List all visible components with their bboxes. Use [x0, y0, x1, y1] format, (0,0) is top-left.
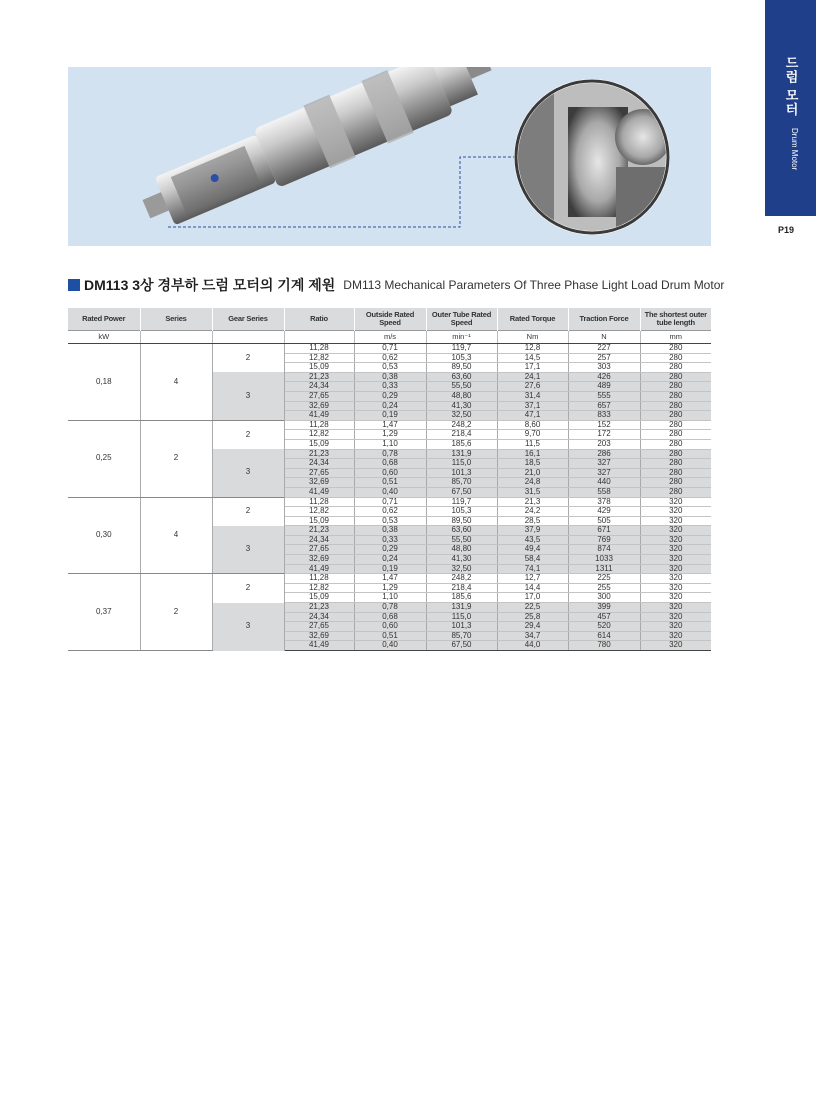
cell-outside-speed: 1,29 [354, 583, 426, 593]
cell-tube-speed: 55,50 [426, 382, 497, 392]
cell-tube-speed: 41,30 [426, 401, 497, 411]
cell-outside-speed: 0,40 [354, 641, 426, 651]
cell-tube-length: 320 [640, 497, 711, 507]
cell-rated-torque: 29,4 [497, 622, 568, 632]
cell-rated-torque: 28,5 [497, 516, 568, 526]
cell-tube-speed: 131,9 [426, 603, 497, 613]
cell-tube-length: 320 [640, 535, 711, 545]
cell-tube-length: 280 [640, 353, 711, 363]
cell-outside-speed: 0,19 [354, 411, 426, 421]
cell-tube-speed: 131,9 [426, 449, 497, 459]
section-title [68, 276, 724, 294]
cell-tube-length: 320 [640, 612, 711, 622]
cell-ratio: 11,28 [284, 497, 354, 507]
cell-ratio: 27,65 [284, 545, 354, 555]
cell-outside-speed: 0,68 [354, 459, 426, 469]
cell-outside-speed: 1,10 [354, 439, 426, 449]
cell-ratio: 21,23 [284, 449, 354, 459]
cell-traction-force: 614 [568, 631, 640, 641]
cell-rated-torque: 43,5 [497, 535, 568, 545]
cell-tube-speed: 115,0 [426, 459, 497, 469]
cell-ratio: 27,65 [284, 622, 354, 632]
cell-tube-length: 320 [640, 574, 711, 584]
cell-traction-force: 1311 [568, 564, 640, 574]
section-title-korean: DM113 3상 경부하 드럼 모터의 기계 제원 [84, 277, 336, 293]
header-series: Series [140, 308, 212, 331]
cell-traction-force: 152 [568, 420, 640, 430]
cell-ratio: 32,69 [284, 555, 354, 565]
cell-gear-series: 3 [212, 449, 284, 497]
cell-traction-force: 227 [568, 344, 640, 354]
side-tab-title: 드럼 모터 [783, 56, 799, 117]
cell-tube-length: 280 [640, 487, 711, 497]
cell-tube-length: 320 [640, 641, 711, 651]
cell-traction-force: 286 [568, 449, 640, 459]
cell-outside-speed: 0,33 [354, 382, 426, 392]
cell-tube-speed: 48,80 [426, 391, 497, 401]
cell-traction-force: 172 [568, 430, 640, 440]
cell-tube-length: 280 [640, 459, 711, 469]
side-chapter-tab [765, 0, 816, 214]
cell-ratio: 12,82 [284, 353, 354, 363]
unit-shortest-tube-length: mm [640, 331, 711, 344]
cell-ratio: 15,09 [284, 593, 354, 603]
cell-rated-torque: 37,9 [497, 526, 568, 536]
cell-tube-length: 280 [640, 439, 711, 449]
section-title-english: DM113 Mechanical Parameters Of Three Phase Light Load Drum Motor [343, 278, 725, 292]
cell-tube-speed: 48,80 [426, 545, 497, 555]
cell-tube-speed: 115,0 [426, 612, 497, 622]
cell-ratio: 32,69 [284, 631, 354, 641]
cell-ratio: 21,23 [284, 526, 354, 536]
cell-tube-speed: 63,60 [426, 526, 497, 536]
cell-rated-torque: 22,5 [497, 603, 568, 613]
cell-rated-torque: 12,8 [497, 344, 568, 354]
cell-tube-length: 320 [640, 507, 711, 517]
cell-ratio: 21,23 [284, 603, 354, 613]
cell-series: 4 [140, 497, 212, 574]
cell-traction-force: 257 [568, 353, 640, 363]
cell-outside-speed: 0,53 [354, 516, 426, 526]
cell-outside-speed: 1,47 [354, 574, 426, 584]
cell-tube-length: 280 [640, 344, 711, 354]
table-row [68, 344, 711, 354]
cell-traction-force: 378 [568, 497, 640, 507]
cell-outside-speed: 1,29 [354, 430, 426, 440]
cell-traction-force: 780 [568, 641, 640, 651]
cell-tube-speed: 105,3 [426, 353, 497, 363]
header-outside-rated-speed: Outside Rated Speed [354, 308, 426, 331]
cell-tube-length: 320 [640, 583, 711, 593]
cell-tube-length: 280 [640, 382, 711, 392]
cell-rated-power: 0,18 [68, 344, 140, 421]
cell-traction-force: 429 [568, 507, 640, 517]
cell-rated-torque: 49,4 [497, 545, 568, 555]
cell-outside-speed: 0,51 [354, 478, 426, 488]
cell-series: 4 [140, 344, 212, 421]
product-image-panel [68, 67, 711, 246]
cell-outside-speed: 0,78 [354, 449, 426, 459]
unit-traction-force: N [568, 331, 640, 344]
cell-traction-force: 327 [568, 459, 640, 469]
cell-tube-length: 320 [640, 603, 711, 613]
cell-ratio: 15,09 [284, 439, 354, 449]
cell-tube-speed: 248,2 [426, 574, 497, 584]
cell-rated-torque: 21,0 [497, 468, 568, 478]
cell-outside-speed: 0,29 [354, 545, 426, 555]
cell-rated-torque: 17,0 [497, 593, 568, 603]
header-gear-series: Gear Series [212, 308, 284, 331]
cell-traction-force: 489 [568, 382, 640, 392]
cell-rated-torque: 14,4 [497, 583, 568, 593]
cell-outside-speed: 0,38 [354, 526, 426, 536]
cell-tube-speed: 248,2 [426, 420, 497, 430]
mechanical-parameters-table [68, 308, 711, 651]
cell-outside-speed: 0,33 [354, 535, 426, 545]
cell-tube-speed: 85,70 [426, 478, 497, 488]
cell-rated-torque: 24,1 [497, 372, 568, 382]
cell-tube-speed: 101,3 [426, 468, 497, 478]
unit-rated-torque: Nm [497, 331, 568, 344]
cell-rated-torque: 34,7 [497, 631, 568, 641]
cell-rated-torque: 11,5 [497, 439, 568, 449]
cell-ratio: 27,65 [284, 468, 354, 478]
header-outer-tube-rated-speed: Outer Tube Rated Speed [426, 308, 497, 331]
cell-ratio: 32,69 [284, 401, 354, 411]
cell-tube-speed: 105,3 [426, 507, 497, 517]
unit-rated-power: kW [68, 331, 140, 344]
cell-ratio: 15,09 [284, 363, 354, 373]
cell-outside-speed: 0,51 [354, 631, 426, 641]
cell-tube-length: 280 [640, 401, 711, 411]
cell-tube-speed: 89,50 [426, 363, 497, 373]
unit-ratio [284, 331, 354, 344]
unit-outside-rated-speed: m/s [354, 331, 426, 344]
side-tab-underline [765, 214, 816, 216]
cell-tube-speed: 85,70 [426, 631, 497, 641]
cell-tube-speed: 67,50 [426, 641, 497, 651]
cell-traction-force: 874 [568, 545, 640, 555]
cell-rated-torque: 24,8 [497, 478, 568, 488]
cell-tube-length: 320 [640, 555, 711, 565]
cell-ratio: 12,82 [284, 583, 354, 593]
cell-rated-torque: 44,0 [497, 641, 568, 651]
cell-traction-force: 1033 [568, 555, 640, 565]
unit-gear-series [212, 331, 284, 344]
cell-ratio: 32,69 [284, 478, 354, 488]
cell-gear-series: 2 [212, 420, 284, 449]
cell-ratio: 11,28 [284, 344, 354, 354]
cell-outside-speed: 0,19 [354, 564, 426, 574]
cell-tube-length: 320 [640, 631, 711, 641]
cell-outside-speed: 0,38 [354, 372, 426, 382]
table-row [68, 574, 711, 584]
cell-gear-series: 3 [212, 372, 284, 420]
cell-rated-torque: 47,1 [497, 411, 568, 421]
cell-rated-torque: 58,4 [497, 555, 568, 565]
cell-rated-torque: 31,5 [497, 487, 568, 497]
cell-rated-torque: 14,5 [497, 353, 568, 363]
cell-gear-series: 3 [212, 526, 284, 574]
cell-ratio: 24,34 [284, 459, 354, 469]
cell-traction-force: 255 [568, 583, 640, 593]
unit-outer-tube-rated-speed: min⁻¹ [426, 331, 497, 344]
table-units-row [68, 331, 711, 344]
cell-tube-length: 320 [640, 622, 711, 632]
cell-outside-speed: 0,53 [354, 363, 426, 373]
cell-traction-force: 203 [568, 439, 640, 449]
side-tab-subtitle: Drum Motor [790, 128, 799, 171]
cell-traction-force: 303 [568, 363, 640, 373]
cell-outside-speed: 0,60 [354, 468, 426, 478]
cell-rated-torque: 31,4 [497, 391, 568, 401]
cell-ratio: 41,49 [284, 411, 354, 421]
cell-tube-speed: 218,4 [426, 583, 497, 593]
cell-tube-length: 320 [640, 564, 711, 574]
cell-ratio: 41,49 [284, 487, 354, 497]
cell-gear-series: 2 [212, 574, 284, 603]
cell-tube-speed: 32,50 [426, 564, 497, 574]
cell-gear-series: 2 [212, 497, 284, 526]
cell-ratio: 12,82 [284, 507, 354, 517]
cell-ratio: 12,82 [284, 430, 354, 440]
cell-rated-torque: 16,1 [497, 449, 568, 459]
cell-gear-series: 3 [212, 603, 284, 651]
header-rated-torque: Rated Torque [497, 308, 568, 331]
cell-tube-length: 280 [640, 430, 711, 440]
header-ratio: Ratio [284, 308, 354, 331]
cell-series: 2 [140, 420, 212, 497]
cell-traction-force: 657 [568, 401, 640, 411]
cell-outside-speed: 0,78 [354, 603, 426, 613]
cell-outside-speed: 0,29 [354, 391, 426, 401]
cell-rated-torque: 74,1 [497, 564, 568, 574]
cell-tube-speed: 101,3 [426, 622, 497, 632]
cell-gear-series: 2 [212, 344, 284, 373]
cell-rated-torque: 25,8 [497, 612, 568, 622]
cell-rated-torque: 9,70 [497, 430, 568, 440]
cell-ratio: 24,34 [284, 382, 354, 392]
cell-rated-torque: 24,2 [497, 507, 568, 517]
cell-traction-force: 440 [568, 478, 640, 488]
title-bullet-square [68, 279, 80, 291]
cell-ratio: 27,65 [284, 391, 354, 401]
cell-outside-speed: 1,10 [354, 593, 426, 603]
cell-tube-speed: 119,7 [426, 344, 497, 354]
cell-tube-length: 280 [640, 363, 711, 373]
header-rated-power: Rated Power [68, 308, 140, 331]
cell-rated-torque: 18,5 [497, 459, 568, 469]
cell-tube-length: 280 [640, 449, 711, 459]
cell-tube-length: 320 [640, 516, 711, 526]
cell-outside-speed: 0,24 [354, 555, 426, 565]
cell-rated-power: 0,30 [68, 497, 140, 574]
cell-outside-speed: 0,62 [354, 507, 426, 517]
cell-ratio: 11,28 [284, 420, 354, 430]
cell-tube-speed: 63,60 [426, 372, 497, 382]
cell-outside-speed: 0,62 [354, 353, 426, 363]
cell-outside-speed: 0,68 [354, 612, 426, 622]
cell-ratio: 21,23 [284, 372, 354, 382]
cell-tube-length: 280 [640, 391, 711, 401]
cell-tube-speed: 185,6 [426, 593, 497, 603]
header-traction-force: Traction Force [568, 308, 640, 331]
cell-rated-torque: 17,1 [497, 363, 568, 373]
cell-outside-speed: 0,24 [354, 401, 426, 411]
cell-tube-length: 280 [640, 478, 711, 488]
cell-tube-speed: 32,50 [426, 411, 497, 421]
cell-traction-force: 225 [568, 574, 640, 584]
page-number: P19 [778, 225, 795, 235]
cell-ratio: 41,49 [284, 641, 354, 651]
cell-rated-torque: 12,7 [497, 574, 568, 584]
cell-ratio: 41,49 [284, 564, 354, 574]
header-shortest-tube-length: The shortest outer tube length [640, 308, 711, 331]
cell-series: 2 [140, 574, 212, 651]
cell-tube-speed: 41,30 [426, 555, 497, 565]
cell-tube-length: 320 [640, 545, 711, 555]
table-body [68, 344, 711, 651]
cell-outside-speed: 0,40 [354, 487, 426, 497]
cell-traction-force: 300 [568, 593, 640, 603]
cell-rated-power: 0,25 [68, 420, 140, 497]
cell-tube-length: 280 [640, 411, 711, 421]
cell-traction-force: 426 [568, 372, 640, 382]
table-header-row [68, 308, 711, 331]
cell-tube-speed: 119,7 [426, 497, 497, 507]
cell-traction-force: 457 [568, 612, 640, 622]
cell-tube-speed: 89,50 [426, 516, 497, 526]
cell-traction-force: 555 [568, 391, 640, 401]
cell-traction-force: 769 [568, 535, 640, 545]
cell-tube-speed: 55,50 [426, 535, 497, 545]
cell-tube-speed: 218,4 [426, 430, 497, 440]
cell-traction-force: 671 [568, 526, 640, 536]
cell-tube-speed: 185,6 [426, 439, 497, 449]
cell-rated-torque: 8,60 [497, 420, 568, 430]
cell-rated-torque: 27,6 [497, 382, 568, 392]
cell-traction-force: 833 [568, 411, 640, 421]
cell-traction-force: 558 [568, 487, 640, 497]
cell-rated-power: 0,37 [68, 574, 140, 651]
cell-rated-torque: 21,3 [497, 497, 568, 507]
cell-rated-torque: 37,1 [497, 401, 568, 411]
cell-outside-speed: 1,47 [354, 420, 426, 430]
cell-traction-force: 520 [568, 622, 640, 632]
cell-tube-length: 280 [640, 468, 711, 478]
drum-motor-illustration [68, 67, 711, 246]
cell-tube-length: 280 [640, 372, 711, 382]
cell-tube-length: 320 [640, 593, 711, 603]
cell-ratio: 24,34 [284, 535, 354, 545]
unit-series [140, 331, 212, 344]
cell-tube-speed: 67,50 [426, 487, 497, 497]
cell-traction-force: 399 [568, 603, 640, 613]
cell-tube-length: 280 [640, 420, 711, 430]
cell-ratio: 11,28 [284, 574, 354, 584]
cell-outside-speed: 0,71 [354, 497, 426, 507]
cell-traction-force: 505 [568, 516, 640, 526]
cell-outside-speed: 0,71 [354, 344, 426, 354]
cell-outside-speed: 0,60 [354, 622, 426, 632]
cell-traction-force: 327 [568, 468, 640, 478]
cell-ratio: 15,09 [284, 516, 354, 526]
cell-ratio: 24,34 [284, 612, 354, 622]
cell-tube-length: 320 [640, 526, 711, 536]
